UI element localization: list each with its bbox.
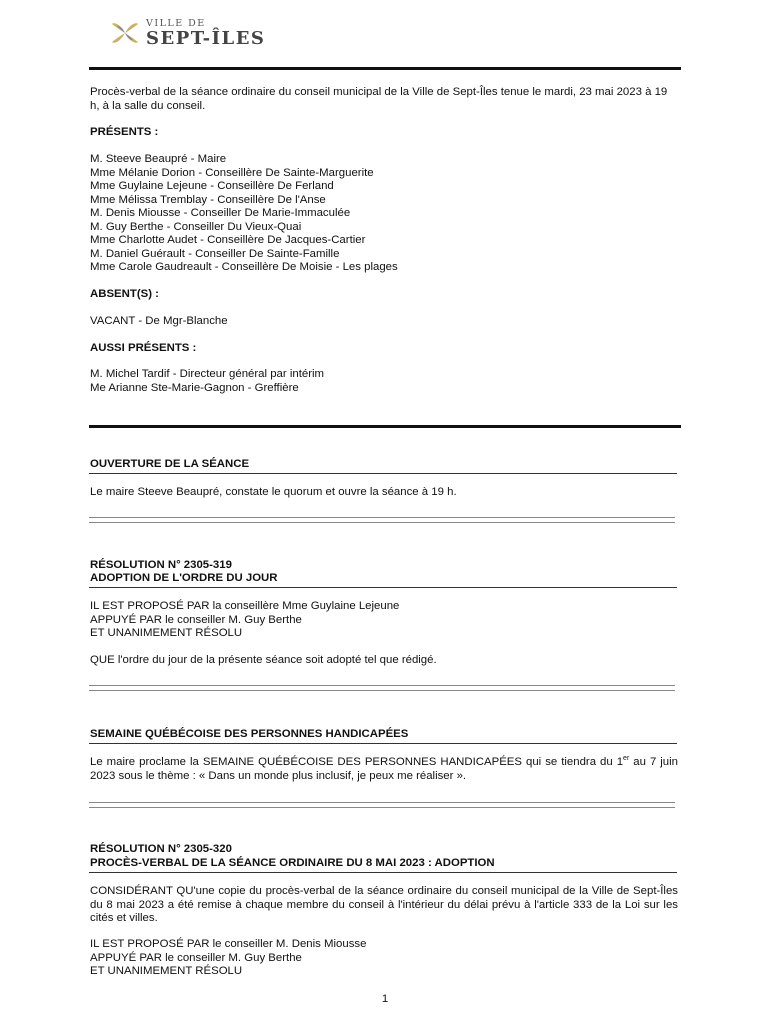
list-item: Mme Charlotte Audet - Conseillère De Jacques-Cartier	[90, 234, 366, 246]
semaine-text	[90, 756, 678, 783]
res2-number: RÉSOLUTION N° 2305-320	[90, 843, 232, 855]
motion-line: IL EST PROPOSÉ PAR le conseiller M. Denis Miousse	[90, 938, 367, 950]
section-divider	[89, 517, 675, 523]
res2-motion	[90, 938, 678, 979]
res1-motion	[90, 600, 678, 641]
presents-list	[90, 153, 678, 275]
title-underline	[89, 872, 677, 873]
title-underline	[89, 473, 677, 474]
page-number: 1	[381, 993, 389, 1005]
ouverture-text: Le maire Steeve Beaupré, constate le quorum et ouvre la séance à 19 h.	[90, 486, 457, 498]
motion-line: IL EST PROPOSÉ PAR la conseillère Mme Guylaine Lejeune	[90, 600, 400, 612]
intro-paragraph: Procès-verbal de la séance ordinaire du conseil municipal de la Ville de Sept-Îles tenue le mardi, 23 mai 2023 à 19 h, à la salle du conseil.	[90, 86, 668, 112]
list-item: VACANT - De Mgr-Blanche	[90, 315, 228, 327]
semaine-text-after: au 7 juin 2023 sous le thème : « Dans un monde plus inclusif, je peux me réaliser ».	[90, 756, 678, 782]
aussi-presents-list	[90, 368, 678, 395]
section-rule	[89, 425, 681, 428]
list-item: Mme Mélanie Dorion - Conseillère De Sainte-Marguerite	[90, 166, 374, 179]
absents-heading: ABSENT(S) :	[90, 288, 159, 300]
motion-line: ET UNANIMEMENT RÉSOLU	[90, 627, 243, 639]
motion-line: APPUYÉ PAR le conseiller M. Guy Berthe	[90, 613, 302, 626]
list-item: M. Denis Miousse - Conseiller De Marie-Immaculée	[90, 207, 351, 219]
res1-text: QUE l'ordre du jour de la présente séance soit adopté tel que rédigé.	[90, 654, 437, 666]
section-divider	[89, 802, 675, 808]
res2-title: PROCÈS-VERBAL DE LA SÉANCE ORDINAIRE DU 8 MAI 2023 : ADOPTION	[90, 857, 495, 869]
list-item: Mme Guylaine Lejeune - Conseillère De Ferland	[90, 180, 334, 192]
title-underline	[89, 587, 677, 588]
absents-list	[90, 315, 678, 329]
ville-logo	[110, 17, 265, 49]
ouverture-title: OUVERTURE DE LA SÉANCE	[90, 458, 250, 470]
section-divider	[89, 685, 675, 691]
list-item: Mme Carole Gaudreault - Conseillère De Moisie - Les plages	[90, 261, 398, 273]
semaine-title: SEMAINE QUÉBÉCOISE DES PERSONNES HANDICAPÉES	[90, 728, 409, 740]
aussi-presents-heading: AUSSI PRÉSENTS :	[90, 342, 197, 354]
title-underline	[89, 743, 677, 744]
list-item: M. Michel Tardif - Directeur général par intérim	[90, 368, 325, 380]
logo-top-text: VILLE DE	[146, 17, 206, 29]
list-item: M. Steeve Beaupré - Maire	[90, 153, 227, 165]
list-item: M. Daniel Guérault - Conseiller De Sainte-Famille	[90, 247, 340, 260]
logo-bottom-text: SEPT-ÎLES	[146, 27, 266, 49]
motion-line: ET UNANIMEMENT RÉSOLU	[90, 965, 243, 977]
res2-considerant: CONSIDÉRANT QU'une copie du procès-verbal de la séance ordinaire du conseil municipal de la Ville de Sept-Îles du 8 mai 2023 a été remise à chaque membre du conseil à l'intérieur du délai prévu à l'article 333 de la Loi sur les cités et villes.	[90, 885, 678, 924]
semaine-sup: er	[623, 755, 630, 763]
logo-emblem-icon	[110, 18, 140, 48]
motion-line: APPUYÉ PAR le conseiller M. Guy Berthe	[90, 951, 302, 964]
res1-title: ADOPTION DE L'ORDRE DU JOUR	[90, 572, 278, 584]
res1-number: RÉSOLUTION N° 2305-319	[90, 559, 232, 571]
presents-heading: PRÉSENTS :	[90, 126, 159, 138]
list-item: Mme Mélissa Tremblay - Conseillère De l'Anse	[90, 193, 326, 206]
header-rule	[89, 67, 681, 70]
list-item: M. Guy Berthe - Conseiller Du Vieux-Quai	[90, 220, 302, 233]
list-item: Me Arianne Ste-Marie-Gagnon - Greffière	[90, 381, 299, 394]
semaine-text-before: Le maire proclame la SEMAINE QUÉBÉCOISE DES PERSONNES HANDICAPÉES qui se tiendra du 1	[90, 756, 624, 768]
